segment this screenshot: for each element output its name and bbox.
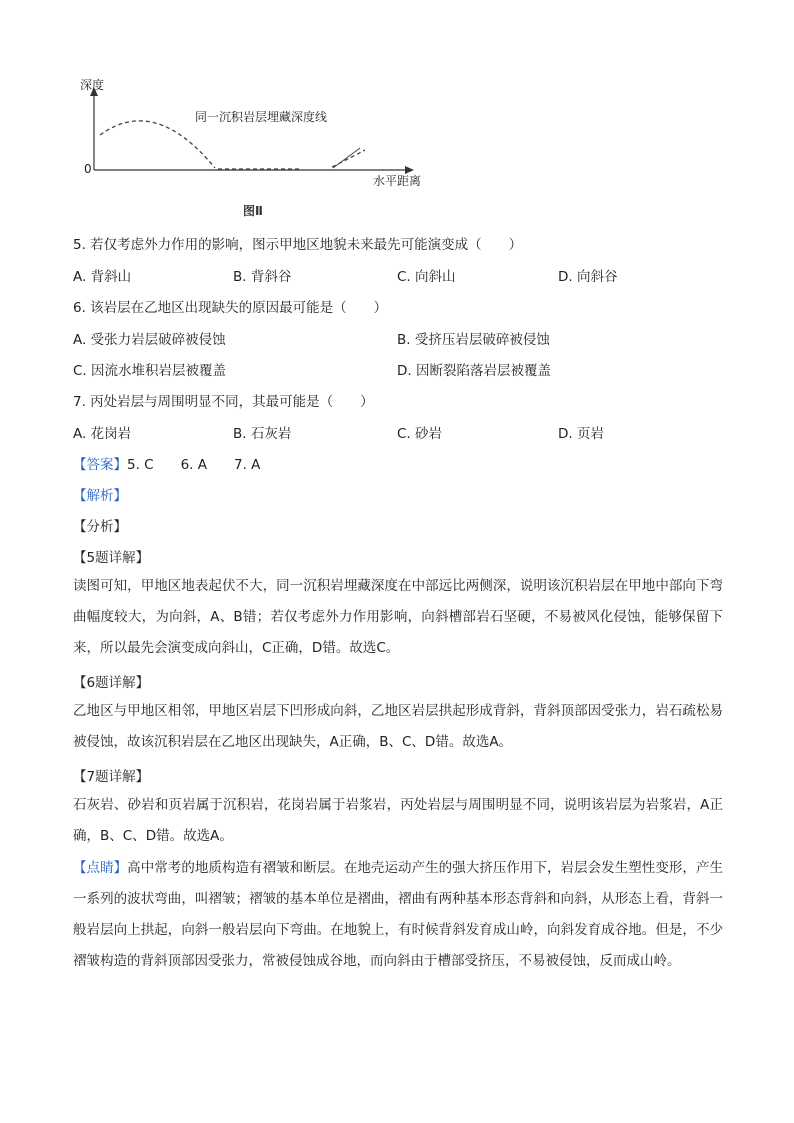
- dianjing-text: 高中常考的地质构造有褶皱和断层。在地壳运动产生的强大挤压作用下，岩层会发生塑性变形，产生一系列的波状弯曲，叫褶皱；褶皱的基本单位是褶曲，褶曲有两种基本形态背斜和向斜，从形态上看，背斜一般岩层向上拱起，向斜一般岩层向下弯曲。在地貌上，有时候背斜发育成山岭，向斜发育成谷地。但是，不少褶皱构造的背斜顶部因受张力，常被侵蚀成谷地，而向斜由于槽部受挤压，不易被侵蚀，反而成山岭。: [73, 860, 724, 969]
- question-6-option-d: D. 因断裂陷落岩层被覆盖: [397, 363, 551, 379]
- x-axis-label: 水平距离: [373, 174, 422, 188]
- q7-detail-text: 石灰岩、砂岩和页岩属于沉积岩，花岗岩属于岩浆岩，丙处岩层与周围明显不同，说明该岩层为岩浆岩，A正确，B、C、D错。故选A。: [73, 797, 723, 844]
- question-5-stem: 5. 若仅考虑外力作用的影响，图示甲地区地貌未来最先可能演变成（ ）: [73, 237, 523, 253]
- question-5-option-b: B. 背斜谷: [233, 269, 292, 285]
- question-6-option-a: A. 受张力岩层破碎被侵蚀: [73, 332, 226, 348]
- answer-text: 5. C 6. A 7. A: [127, 457, 261, 473]
- origin-label: 0: [84, 162, 92, 176]
- y-axis-label: 深度: [80, 78, 105, 92]
- answer-tag: 【答案】: [73, 457, 127, 473]
- rock-layer-right-edge: [333, 148, 360, 168]
- question-5-option-c: C. 向斜山: [397, 269, 456, 285]
- question-5-option-d: D. 向斜谷: [558, 269, 618, 285]
- depth-diagram: [60, 70, 460, 230]
- dianjing-tag: 【点睛】: [73, 860, 128, 876]
- answer-line: [73, 453, 260, 473]
- rock-layer-curve-right: [332, 150, 365, 167]
- question-7-option-b: B. 石灰岩: [233, 426, 292, 442]
- curve-label: 同一沉积岩层埋藏深度线: [195, 110, 328, 124]
- question-5-option-a: A. 背斜山: [73, 269, 132, 285]
- question-7-option-c: C. 砂岩: [397, 426, 443, 442]
- question-7-option-a: A. 花岗岩: [73, 426, 132, 442]
- q5-detail-heading: 【5题详解】: [73, 550, 150, 566]
- q7-detail-heading: 【7题详解】: [73, 769, 150, 785]
- rock-layer-curve-left: [100, 121, 215, 168]
- fenxi-heading: 【分析】: [73, 519, 127, 535]
- q6-detail-heading: 【6题详解】: [73, 675, 150, 691]
- dianjing-block: [73, 853, 723, 977]
- q5-detail-text: 读图可知，甲地区地表起伏不大，同一沉积岩埋藏深度在中部远比两侧深，说明该沉积岩层在甲地中部向下弯曲幅度较大，为向斜，A、B错；若仅考虑外力作用影响，向斜槽部岩石坚硬，不易被风化侵蚀，能够保留下来，所以最先会演变成向斜山，C正确，D错。故选C。: [73, 578, 723, 656]
- question-6-option-b: B. 受挤压岩层破碎被侵蚀: [397, 332, 550, 348]
- question-7-option-d: D. 页岩: [558, 426, 604, 442]
- question-6-option-c: C. 因流水堆积岩层被覆盖: [73, 363, 227, 379]
- analysis-heading: 【解析】: [73, 488, 127, 504]
- figure-caption: 图Ⅱ: [243, 204, 263, 218]
- question-7-stem: 7. 丙处岩层与周围明显不同，其最可能是（ ）: [73, 394, 374, 410]
- question-6-stem: 6. 该岩层在乙地区出现缺失的原因最可能是（ ）: [73, 300, 388, 316]
- q6-detail-text: 乙地区与甲地区相邻，甲地区岩层下凹形成向斜，乙地区岩层拱起形成背斜，背斜顶部因受张力，岩石疏松易被侵蚀，故该沉积岩层在乙地区出现缺失，A正确，B、C、D错。故选A。: [73, 703, 723, 750]
